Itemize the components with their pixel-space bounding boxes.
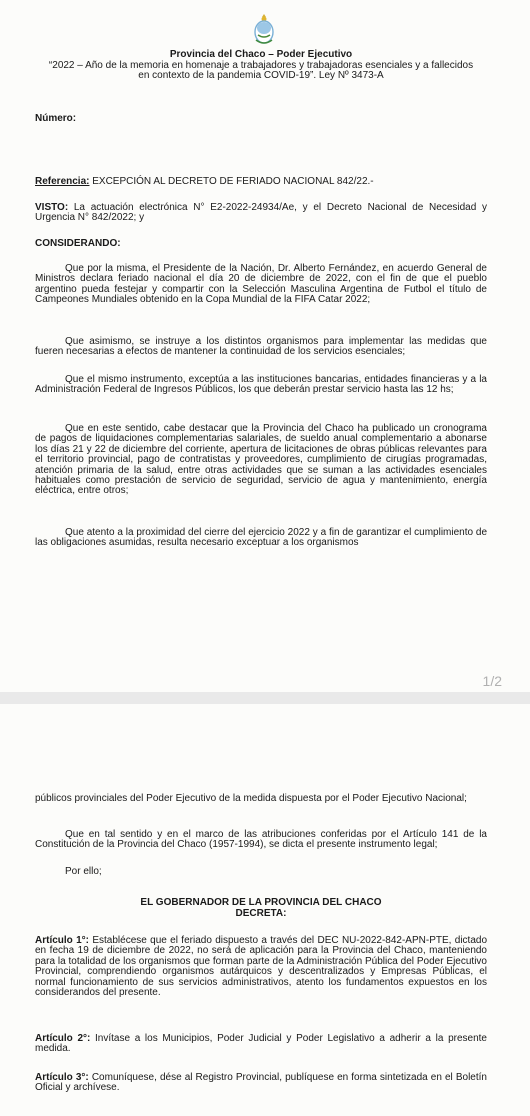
constitucion-paragraph: Que en tal sentido y en el marco de las atribuciones conferidas por el Artículo 141 de la Constitución de la Provincia del Chaco (1957-1994), se dicta el presente instrumento legal;: [35, 829, 487, 851]
referencia-line: [35, 177, 487, 187]
numero-label: Número:: [35, 113, 77, 124]
articulo-2-text: Invítase a los Municipios, Poder Judicial y Poder Legislativo a adherir a la presente medida.: [35, 1033, 487, 1055]
articulo-1-label: Artículo 1°:: [35, 935, 90, 946]
considerando-label: CONSIDERANDO:: [35, 238, 121, 249]
considerando-paragraph-2: Que asimismo, se instruye a los distintos organismos para implementar las medidas que fueren necesarias a efectos de mantener la continuidad de los servicios esenciales;: [35, 336, 487, 358]
considerando-paragraph-4: Que en este sentido, cabe destacar que la Provincia del Chaco ha publicado un cronograma de pagos de liquidaciones complementarias salariales, de sueldo anual complementario a abonarse los días 21 y 22 de diciembre del corriente, apertura de licitaciones de obras públicas relevantes para el territorio provincial, pago de contratistas y proveedores, cumplimiento de cirugías programadas, atención primaria de la salud, entre otras actividades que se suman a las actividades esenciales habituales como prestación de servicio de seguridad, servicio de agua y mantenimiento, energía eléctrica, entre otros;: [35, 423, 487, 497]
referencia-label: Referencia:: [35, 176, 90, 187]
articulo-1: [35, 936, 487, 998]
issuer-heading: Provincia del Chaco – Poder Ejecutivo: [169, 49, 353, 60]
articulo-3: [35, 1073, 487, 1094]
document-page-2: [0, 704, 530, 1116]
decreta-heading: DECRETA:: [235, 908, 287, 919]
considerando-paragraph-3: Que el mismo instrumento, exceptúa a las instituciones bancarias, entidades financieras y a la Administración Federal de Ingresos Públicos, los que deberán prestar servicio hasta las 12 hs;: [35, 374, 487, 396]
por-ello: Por ello;: [65, 866, 102, 877]
visto-paragraph: [35, 203, 487, 224]
articulo-1-text: Establécese que el feriado dispuesto a través del DEC NU-2022-842-APN-PTE, dictado en fecha 19 de diciembre de 2022, no será de aplicación para la Provincia del Chaco, manteniendo para la totalidad de los organismos que forman parte de la Administración Pública del Poder Ejecutivo Provincial, comprendiendo organismos autárquicos y descentralizados y Empresas Públicas, el normal funcionamiento de sus servicios administrativos, atento los fundamentos expuestos en los considerandos del presente.: [35, 935, 488, 999]
visto-text: La actuación electrónica N° E2-2022-24934/Ae, y el Decreto Nacional de Necesidad y Urgencia N° 842/2022; y: [35, 202, 487, 224]
articulo-3-text: Comuníquese, dése al Registro Provincial, publíquese en forma sintetizada en el Boletín Oficial y archívese.: [35, 1072, 487, 1094]
considerando-paragraph-1: Que por la misma, el Presidente de la Nación, Dr. Alberto Fernández, en acuerdo General de Ministros declara feriado nacional el día 20 de diciembre de 2022, con el fin de que el pueblo argentino pueda festejar y compartir con la Selección Masculina Argentina de Futbol el título de Campeones Mundiales obtenido en la Copa Mundial de la FIFA Catar 2022;: [35, 263, 487, 306]
articulo-3-label: Artículo 3°:: [35, 1072, 89, 1083]
year-motto: “2022 – Año de la memoria en homenaje a trabajadores y trabajadoras esenciales y a fallecidos en contexto de la pandemia COVID-19”. Ley Nº 3473-A: [48, 60, 474, 82]
visto-label: VISTO:: [35, 202, 69, 213]
referencia-text: EXCEPCIÓN AL DECRETO DE FERIADO NACIONAL 842/22.-: [89, 176, 374, 187]
articulo-2: [35, 1034, 487, 1055]
gobernador-heading: EL GOBERNADOR DE LA PROVINCIA DEL CHACO: [140, 897, 382, 908]
considerando-paragraph-5: Que atento a la proximidad del cierre del ejercicio 2022 y a fin de garantizar el cumplimiento de las obligaciones asumidas, resulta necesario exceptuar a los organismos: [35, 527, 487, 549]
continuation-paragraph: públicos provinciales del Poder Ejecutivo de la medida dispuesta por el Poder Ejecutivo Nacional;: [35, 793, 467, 804]
articulo-2-label: Artículo 2°:: [35, 1033, 91, 1044]
provincial-crest-icon: [253, 13, 275, 45]
page-indicator: 1/2: [482, 673, 502, 689]
